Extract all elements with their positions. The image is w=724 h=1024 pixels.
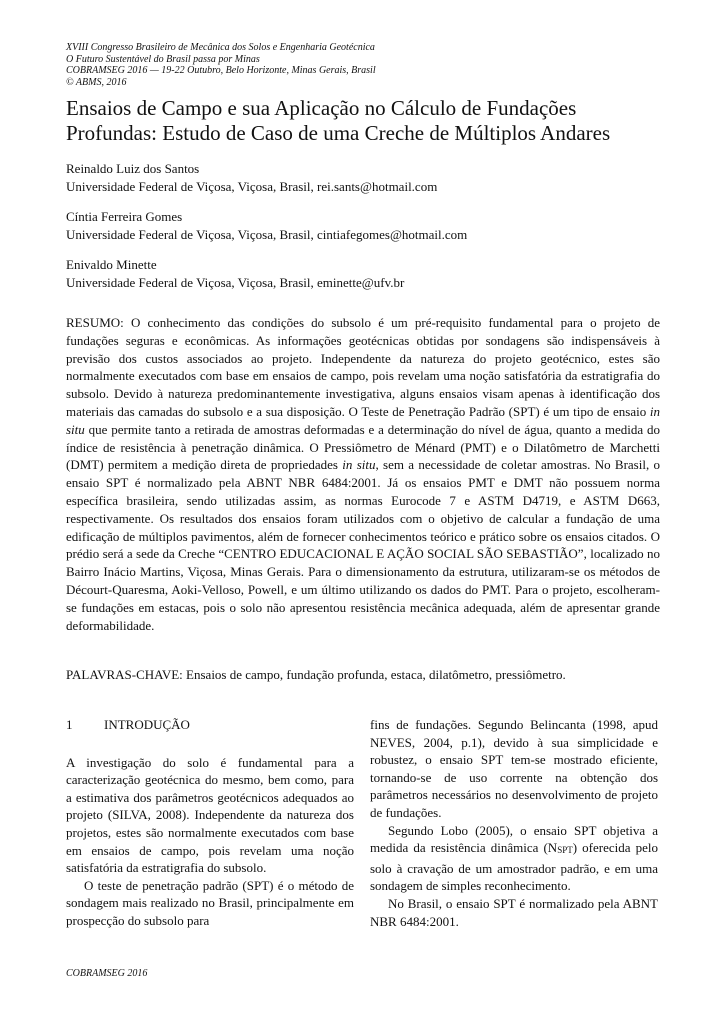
header-line-4: © ABMS, 2016	[66, 76, 127, 88]
subscript-spt: SPT	[557, 845, 573, 856]
keywords: PALAVRAS-CHAVE: Ensaios de campo, fundação profunda, estaca, dilatômetro, pressiômetro.	[66, 667, 566, 682]
abstract-part-1: RESUMO: O conhecimento das condições do subsolo é um pré-requisito fundamental para o projeto de fundações seguras e econômicas. As informações geotécnicas obtidas por sondagens são indispensáveis à previsão dos custos associados ao projeto. Independente da natureza do projeto geotécnico, estes são normalmente executados com base em ensaios de campo, pois revelam uma noção satisfatória da estratigrafia do subsolo. Devido à natureza predominantemente investigativa, alguns ensaios visam apenas à identificação dos materiais das camadas do subsolo e a sua disposição. O Teste de Penetração Padrão (SPT) é um tipo de ensaio	[66, 315, 660, 419]
section-title: INTRODUÇÃO	[104, 717, 190, 732]
author-name: Reinaldo Luiz dos Santos	[66, 161, 200, 176]
header-line-1: XVIII Congresso Brasileiro de Mecânica dos Solos e Engenharia Geotécnica	[66, 42, 375, 53]
author-name: Enivaldo Minette	[66, 257, 157, 272]
abstract-part-2: que permite tanto a retirada de amostras deformadas e a determinação do nível de água, quanto a medida do índice de resistência à penetração dinâmica. O Pressiômetro de Ménard (PMT) e o Dilatômetro de Marchetti (DMT) permitem a medição direta de propriedades	[66, 421, 660, 473]
abstract-part-3: , sem a necessidade de coletar amostras. No Brasil, o ensaio SPT é normalizado pela ABNT NBR 6484:2001. Já os ensaios PMT e DMT não possuem norma específica brasileira, sendo utilizadas assim, as normas Eurocode 7 e ASTM D4719, e ASTM D663, respectivamente. Os resultados dos ensaios foram utilizados com o objetivo de calcular a fundação de uma edificação de múltiplos pavimentos, além de fornecer conhecimentos teórico e prático sobre os ensaios citados. O prédio será a sede da Creche “CENTRO EDUCACIONAL E AÇÃO SOCIAL SÃO SEBASTIÃO”, localizado no Bairro Inácio Martins, Viçosa, Minas Gerais. Para o dimensionamento da estrutura, utilizaram-se os métodos de Décourt-Quaresma, Aoki-Velloso, Powell, e um último utilizando os dados do PMT. Para o projeto, escolheram-se fundações em estacas, pois o solo não apresentou resistência mecânica adequada, além de apresentar grande deformabilidade.	[66, 457, 661, 633]
paragraph: A investigação do solo é fundamental para a caracterização geotécnica do mesmo, bem como, para a estimativa dos parâmetros geotécnicos adequados ao projeto (SILVA, 2008). Independente da natureza dos projetos, estes são normalmente executados com base em ensaios de campo, pois revelam uma noção satisfatória da estratigrafia do subsolo.	[66, 754, 354, 876]
right-column	[370, 716, 658, 930]
author-list	[66, 160, 666, 304]
paper-title: Ensaios de Campo e sua Aplicação no Cálculo de Fundações Profundas: Estudo de Caso de uma Creche de Múltiplos Andares	[66, 96, 611, 145]
conference-header	[66, 42, 666, 88]
paragraph: No Brasil, o ensaio SPT é normalizado pela ABNT NBR 6484:2001.	[370, 895, 658, 929]
author-block	[66, 256, 666, 292]
left-column	[66, 716, 354, 930]
abstract-in-situ-1: in situ	[66, 403, 660, 437]
paragraph: fins de fundações. Segundo Belincanta (1998, apud NEVES, 2004, p.1), devido à sua simplicidade e robustez, o ensaio SPT tem-se mostrado eficiente, tornando-se de uso corrente na obtenção dos parâmetros necessários no desenvolvimento de projeto de fundações.	[370, 717, 658, 820]
section-heading	[66, 716, 354, 734]
section-number: 1	[66, 717, 73, 732]
author-block	[66, 160, 666, 196]
author-name: Cíntia Ferreira Gomes	[66, 209, 183, 224]
page-footer: COBRAMSEG 2016	[66, 968, 148, 979]
paragraph: O teste de penetração padrão (SPT) é o método de sondagem mais realizado no Brasil, principalmente em prospecção do subsolo para	[66, 877, 354, 928]
header-line-2: O Futuro Sustentável do Brasil passa por Minas	[66, 53, 260, 65]
author-block	[66, 208, 666, 244]
author-affiliation: Universidade Federal de Viçosa, Viçosa, Brasil, rei.sants@hotmail.com	[66, 179, 438, 194]
paragraph-part: Segundo Lobo (2005), o ensaio SPT objetiva a medida da resistência dinâmica (N	[370, 822, 658, 856]
header-line-3: COBRAMSEG 2016 — 19-22 Outubro, Belo Horizonte, Minas Gerais, Brasil	[66, 65, 376, 76]
paragraph	[370, 822, 658, 895]
paragraph-part: ) oferecida pelo solo à cravação de um amostrador padrão, e em uma sondagem de simples reconhecimento.	[370, 840, 658, 894]
abstract-in-situ-2: in situ	[342, 457, 376, 473]
abstract	[66, 314, 660, 634]
author-affiliation: Universidade Federal de Viçosa, Viçosa, Brasil, eminette@ufv.br	[66, 275, 405, 290]
author-affiliation: Universidade Federal de Viçosa, Viçosa, Brasil, cintiafegomes@hotmail.com	[66, 227, 468, 242]
